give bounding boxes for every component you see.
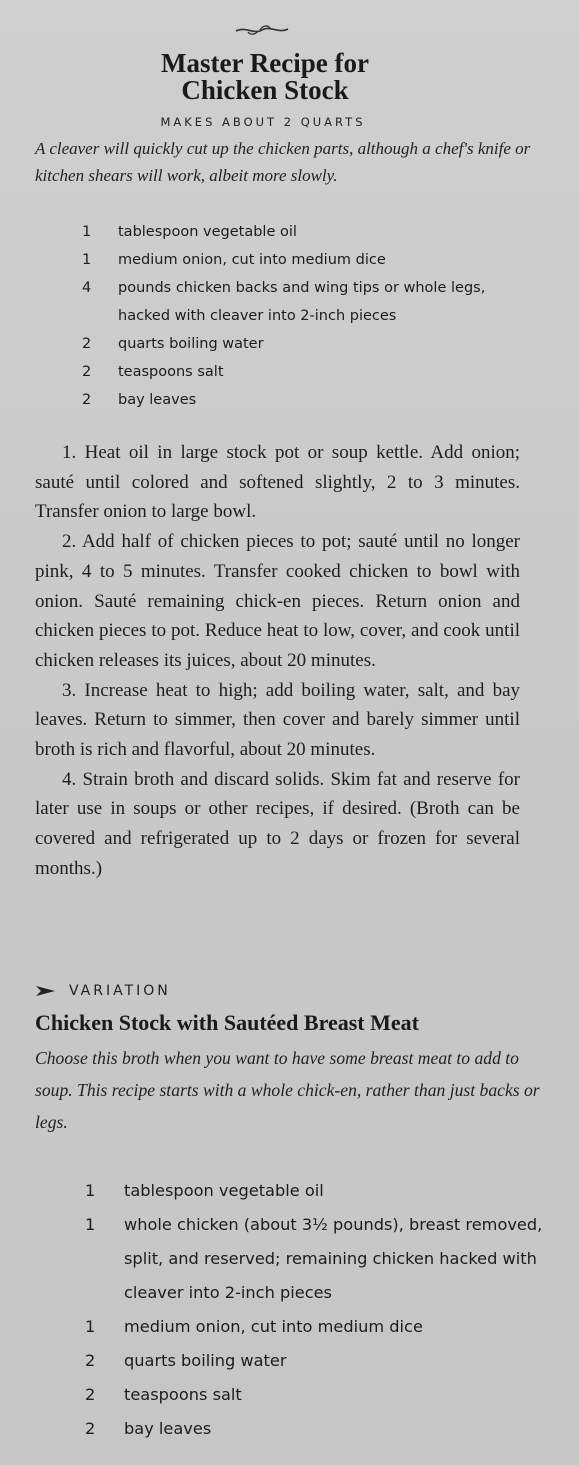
ingredient-qty: 1 [82, 252, 92, 268]
ingredient-text: whole chicken (about 3½ pounds), breast removed, split, and reserved; remaining chicken hacked with cleaver into 2-inch pieces [124, 1215, 543, 1302]
ingredient-item [76, 358, 496, 386]
variation-ingredient-list [79, 1174, 549, 1446]
ingredient-item [76, 218, 496, 246]
ingredient-text: quarts boiling water [118, 336, 264, 352]
ingredient-item [79, 1174, 549, 1208]
recipe-title [0, 50, 530, 104]
recipe-step-1: 1. Heat oil in large stock pot or soup kettle. Add onion; sauté until colored and softened slightly, 2 to 3 minutes. Transfer onion to large bowl. [35, 442, 520, 523]
ingredient-qty: 2 [85, 1419, 96, 1438]
ingredient-qty: 1 [82, 224, 92, 240]
ingredient-text: quarts boiling water [124, 1351, 287, 1370]
recipe-step-2: 2. Add half of chicken pieces to pot; sauté until no longer pink, 4 to 5 minutes. Transfer cooked chicken to bowl with onion. Sauté remaining chick-en pieces. Return onion and chicken pieces to pot. Reduce heat to low, cover, and cook until chicken releases its juices, about 20 minutes. [35, 531, 520, 671]
variation-label [35, 983, 171, 999]
ingredient-item [76, 274, 496, 330]
ingredient-qty: 1 [85, 1181, 96, 1200]
ingredient-text: bay leaves [124, 1419, 212, 1438]
recipe-step-3: 3. Increase heat to high; add boiling water, salt, and bay leaves. Return to simmer, then cover and barely simmer until broth is rich and flavorful, about 20 minutes. [35, 679, 520, 761]
ingredient-qty: 2 [85, 1351, 96, 1370]
ingredient-item [79, 1378, 549, 1412]
ingredient-item [79, 1344, 549, 1378]
ingredient-qty: 2 [82, 336, 92, 352]
ingredient-item [76, 330, 496, 358]
ingredient-item [79, 1310, 549, 1344]
ingredient-item [79, 1412, 549, 1446]
ingredient-text: bay leaves [118, 392, 197, 408]
ingredient-qty: 1 [85, 1215, 96, 1234]
ingredient-text: teaspoons salt [118, 364, 224, 380]
recipe-intro: A cleaver will quickly cut up the chicken parts, although a chef's knife or kitchen shears will work, albeit more slowly. [35, 139, 531, 185]
ingredient-text: tablespoon vegetable oil [124, 1181, 324, 1200]
recipe-yield: MAKES ABOUT 2 QUARTS [160, 115, 366, 129]
ingredient-qty: 4 [82, 280, 92, 296]
ingredient-text: medium onion, cut into medium dice [118, 252, 386, 268]
variation-label-text: VARIATION [69, 983, 171, 999]
ingredient-item [79, 1208, 549, 1310]
ingredient-qty: 2 [85, 1385, 96, 1404]
ingredient-text: pounds chicken backs and wing tips or whole legs, hacked with cleaver into 2-inch pieces [118, 280, 486, 324]
ingredient-list [76, 218, 496, 414]
flourish-ornament-icon [232, 22, 292, 38]
ingredient-text: tablespoon vegetable oil [118, 224, 297, 240]
ingredient-qty: 2 [82, 364, 92, 380]
arrow-right-icon [35, 984, 57, 998]
ingredient-text: teaspoons salt [124, 1385, 242, 1404]
recipe-step-4: 4. Strain broth and discard solids. Skim fat and reserve for later use in soups or other recipes, if desired. (Broth can be covered and refrigerated up to 2 days or frozen for several months.) [35, 768, 520, 879]
recipe-title-line-1: Master Recipe for [161, 48, 369, 78]
ingredient-qty: 1 [85, 1317, 96, 1336]
recipe-steps [35, 438, 520, 884]
ingredient-item [76, 246, 496, 274]
variation-title: Chicken Stock with Sautéed Breast Meat [35, 1010, 419, 1035]
variation-intro: Choose this broth when you want to have some breast meat to add to soup. This recipe starts with a whole chick-en, rather than just backs or legs. [35, 1048, 540, 1132]
recipe-title-line-2: Chicken Stock [181, 75, 349, 105]
ingredient-item [76, 386, 496, 414]
ingredient-text: medium onion, cut into medium dice [124, 1317, 423, 1336]
ingredient-qty: 2 [82, 392, 92, 408]
